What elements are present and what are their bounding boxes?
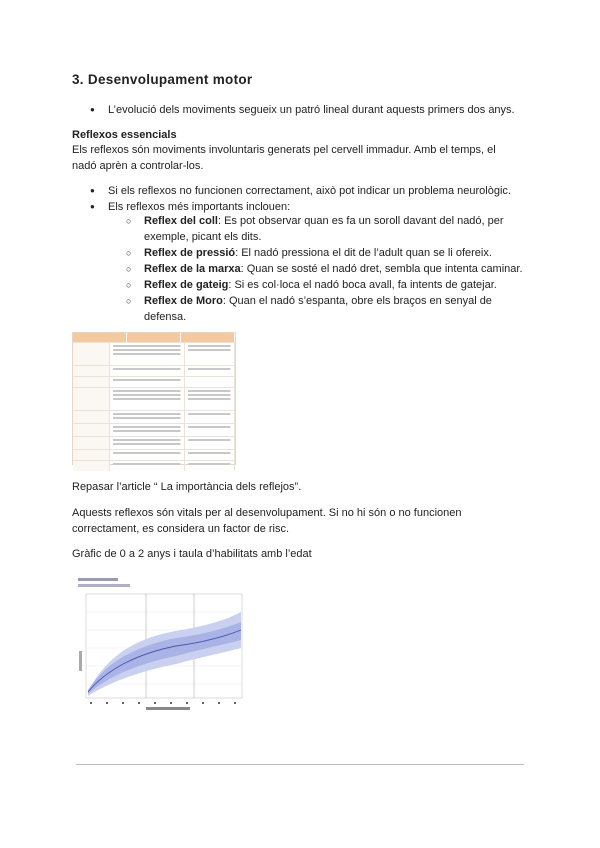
reflex-table-image xyxy=(72,332,236,465)
reflex-name: Reflex de gateig xyxy=(144,279,229,291)
reflex-item: ○ Reflex de la marxa: Quan se sosté el nadó dret, sembla que intenta caminar. xyxy=(126,261,526,277)
intro-bullet: ● L’evolució dels moviments segueix un patró lineal durant aquests primers dos anys. xyxy=(90,102,530,118)
reflex-name: Reflex de la marxa xyxy=(144,263,241,275)
list-item: ● Els reflexos més importants inclouen: xyxy=(90,199,530,215)
intro-list xyxy=(90,102,530,118)
reflex-sublist xyxy=(126,213,526,325)
reflex-name: Reflex de pressió xyxy=(144,247,236,259)
reflex-item: ○ Reflex del coll: Es pot observar quan es fa un soroll davant del nadó, per exemple, picant els dits. xyxy=(126,213,526,245)
review-text: Repasar l’article “ La importància dels reflejos”. xyxy=(72,481,302,493)
reflex-name: Reflex del coll xyxy=(144,215,218,227)
reflex-item: ○ Reflex de gateig: Si es col·loca el nadó boca avall, fa intents de gatejar. xyxy=(126,277,526,293)
footer-divider xyxy=(76,764,524,765)
reflex-bullets xyxy=(90,183,530,215)
list-item: ● Si els reflexos no funcionen correctament, això pot indicar un problema neurològic. xyxy=(90,183,530,199)
growth-chart-image xyxy=(76,576,248,714)
section-heading: 3. Desenvolupament motor xyxy=(72,72,253,87)
reflex-name: Reflex de Moro xyxy=(144,295,223,307)
reflexes-title: Reflexos essencials xyxy=(72,129,177,141)
reflex-item: ○ Reflex de pressió: El nadó pressiona el dit de l’adult quan se li ofereix. xyxy=(126,245,526,261)
vital-paragraph: Aquests reflexos són vitals per al desenvolupament. Si no hi són o no funcionen correctament, es considera un factor de risc. xyxy=(72,507,462,535)
reflex-item: ○ Reflex de Moro: Quan el nadó s’espanta, obre els braços en senyal de defensa. xyxy=(126,293,526,325)
reflexes-paragraph: Els reflexos són moviments involuntaris generats pel cervell immadur. Amb el temps, el nadó aprèn a controlar-los. xyxy=(72,144,496,172)
chart-caption: Gràfic de 0 a 2 anys i taula d’habilitats amb l’edat xyxy=(72,548,312,560)
